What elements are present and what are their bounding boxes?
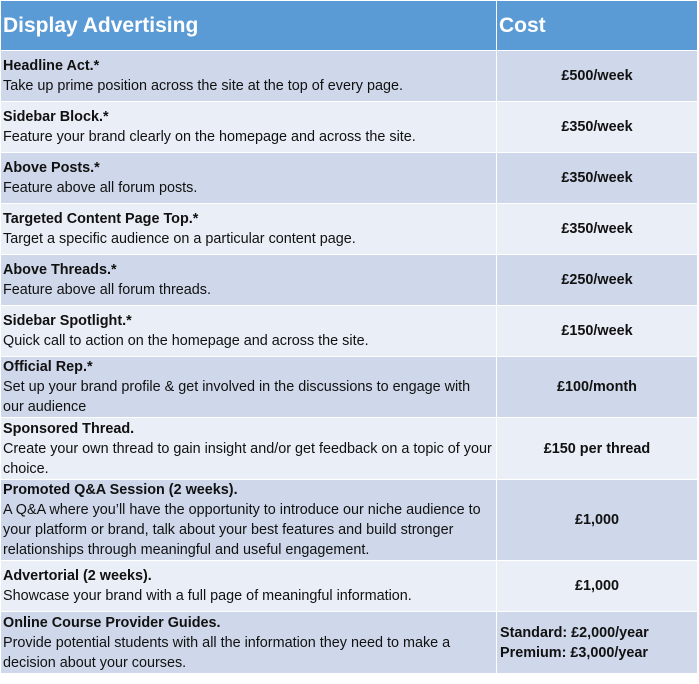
- row-title: Above Threads.*: [3, 262, 117, 278]
- row-cost: £500/week: [497, 51, 698, 102]
- row-cost: £350/week: [497, 153, 698, 204]
- row-description: [1, 418, 497, 480]
- row-text: A Q&A where you’ll have the opportunity to introduce our niche audience to your platform or brand, talk about your best features and build stronger relationships through meaningful and useful engagement.: [3, 502, 481, 558]
- row-cost: £150/week: [497, 306, 698, 357]
- row-text: Create your own thread to gain insight and/or get feedback on a topic of your choice.: [3, 440, 492, 477]
- row-title: Promoted Q&A Session (2 weeks).: [3, 482, 238, 498]
- table-row: [1, 51, 698, 102]
- row-cost-multi: [497, 612, 698, 674]
- row-title: Sidebar Block.*: [3, 109, 109, 125]
- row-title: Headline Act.*: [3, 58, 100, 74]
- row-cost: £250/week: [497, 255, 698, 306]
- row-description: [1, 153, 497, 204]
- row-title: Online Course Provider Guides.: [3, 614, 221, 631]
- cost-premium: Premium: £3,000/year: [500, 644, 648, 661]
- table-row: [1, 255, 698, 306]
- row-cost: £100/month: [497, 357, 698, 418]
- row-title: Official Rep.*: [3, 359, 93, 375]
- row-text: Quick call to action on the homepage and across the site.: [3, 333, 369, 349]
- row-text: Feature your brand clearly on the homepage and across the site.: [3, 129, 416, 145]
- row-cost: £350/week: [497, 204, 698, 255]
- row-title: Sponsored Thread.: [3, 420, 135, 437]
- row-cost: £1,000: [497, 480, 698, 561]
- row-description: [1, 480, 497, 561]
- cost-standard: Standard: £2,000/year: [500, 624, 649, 641]
- row-description: [1, 51, 497, 102]
- row-text: Target a specific audience on a particular content page.: [3, 231, 356, 247]
- row-description: [1, 102, 497, 153]
- row-cost: £1,000: [497, 561, 698, 612]
- row-text: Provide potential students with all the information they need to make a decision about your courses.: [3, 634, 451, 671]
- row-title: Targeted Content Page Top.*: [3, 211, 199, 227]
- row-title: Advertorial (2 weeks).: [3, 568, 152, 584]
- row-text: Feature above all forum threads.: [3, 282, 211, 298]
- row-description: [1, 255, 497, 306]
- header-cost: Cost: [497, 1, 698, 51]
- row-text: Showcase your brand with a full page of meaningful information.: [3, 588, 412, 604]
- row-text: Set up your brand profile & get involved in the discussions to engage with our audience: [3, 379, 471, 415]
- row-description: [1, 306, 497, 357]
- header-service: Display Advertising: [1, 1, 497, 51]
- row-text: Take up prime position across the site at the top of every page.: [3, 78, 403, 94]
- table-row: [1, 480, 698, 561]
- row-description: [1, 204, 497, 255]
- table-row: [1, 357, 698, 418]
- row-cost: £150 per thread: [497, 418, 698, 480]
- table-row: [1, 561, 698, 612]
- row-title: Above Posts.*: [3, 160, 100, 176]
- row-description: [1, 357, 497, 418]
- row-title: Sidebar Spotlight.*: [3, 313, 132, 329]
- table-row: [1, 612, 698, 674]
- row-description: [1, 561, 497, 612]
- row-cost: £350/week: [497, 102, 698, 153]
- table-row: [1, 306, 698, 357]
- table-row: [1, 418, 698, 480]
- row-text: Feature above all forum posts.: [3, 180, 198, 196]
- table-row: [1, 102, 698, 153]
- table-row: [1, 204, 698, 255]
- header-row: [1, 1, 698, 51]
- row-description: [1, 612, 497, 674]
- table-row: [1, 153, 698, 204]
